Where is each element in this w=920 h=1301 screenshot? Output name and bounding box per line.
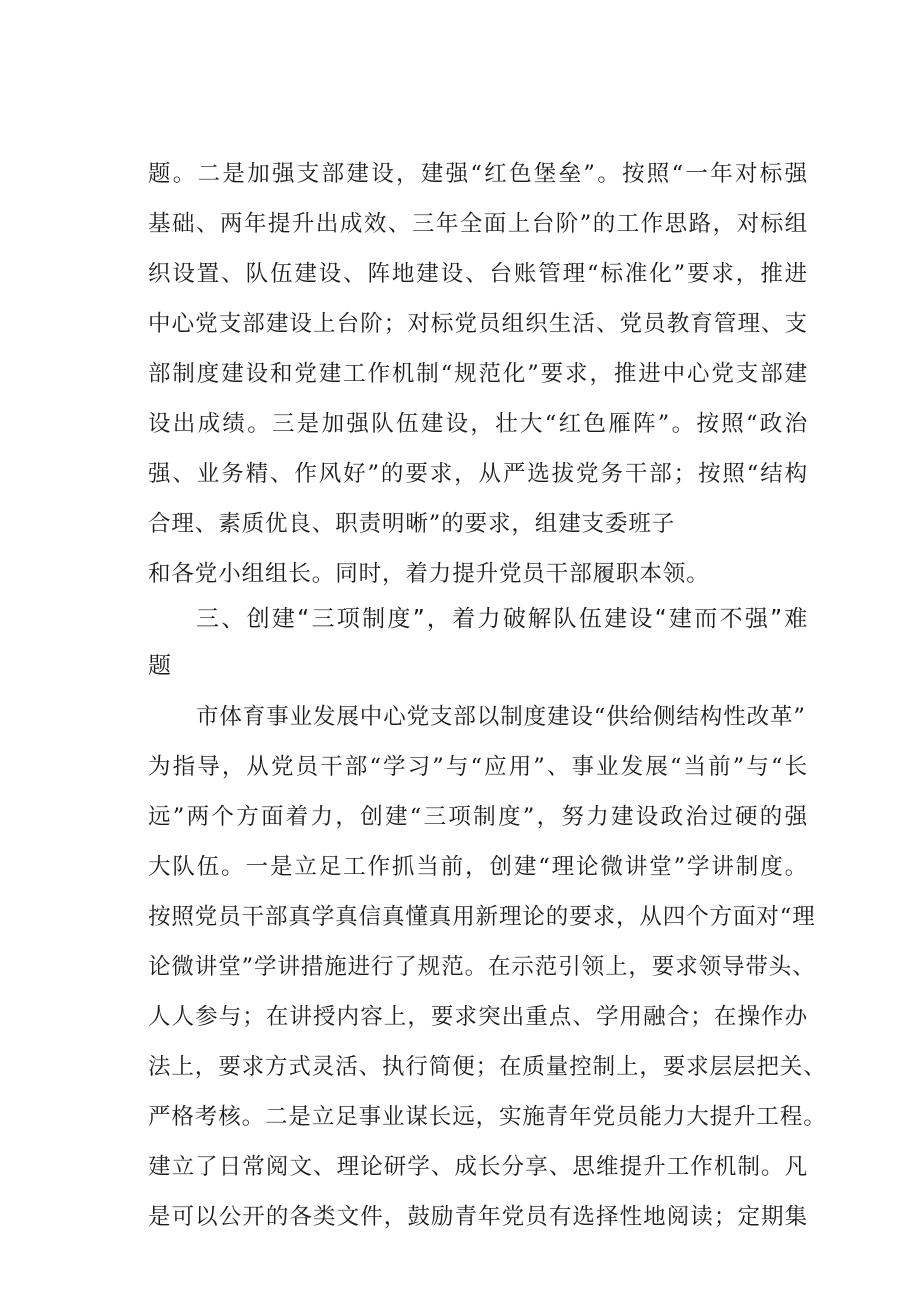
paragraph-2-line-7: 人人参与；在讲授内容上，要求突出重点、学用融合；在操作办 [148,1004,808,1030]
paragraph-2-line-5: 按照党员干部真学真信真懂真用新理论的要求，从四个方面对“理 [148,904,816,930]
paragraph-1-line-9: 和各党小组组长。同时，着力提升党员干部履职本领。 [148,561,710,587]
paragraph-2-line-6: 论微讲堂”学讲措施进行了规范。在示范引领上，要求领导带头、 [148,954,816,980]
paragraph-1-line-1: 题。二是加强支部建设，建强“红色堡垒”。按照“一年对标强 [148,161,808,187]
paragraph-1-line-3: 织设置、队伍建设、阵地建设、台账管理“标准化”要求，推进 [148,261,808,287]
paragraph-1-line-5: 部制度建设和党建工作机制“规范化”要求，推进中心党支部建 [148,361,808,387]
paragraph-2-line-9: 严格考核。二是立足事业谋长远，实施青年党员能力大提升工程。 [148,1104,827,1130]
section-heading-line-2: 题 [148,653,172,679]
paragraph-1-line-2: 基础、两年提升出成效、三年全面上台阶”的工作思路，对标组 [148,211,808,237]
paragraph-2-line-1: 市体育事业发展中心党支部以制度建设“供给侧结构性改革” [196,704,806,730]
paragraph-2-line-2: 为指导，从党员干部“学习”与“应用”、事业发展“当前”与“长 [148,754,808,780]
paragraph-2-line-3: 远”两个方面着力，创建“三项制度”，努力建设政治过硬的强 [148,804,808,830]
paragraph-2-line-8: 法上，要求方式灵活、执行简便；在质量控制上，要求层层把关、 [148,1054,827,1080]
paragraph-1-line-6: 设出成绩。三是加强队伍建设，壮大“红色雁阵”。按照“政治 [148,411,808,437]
paragraph-2-line-4: 大队伍。一是立足工作抓当前，创建“理论微讲堂”学讲制度。 [148,854,808,880]
paragraph-1-line-4: 中心党支部建设上台阶；对标党员组织生活、党员教育管理、支 [148,311,808,337]
paragraph-1-line-7: 强、业务精、作风好”的要求，从严选拔党务干部；按照“结构 [148,461,808,487]
paragraph-1-line-8: 合理、素质优良、职责明晰”的要求，组建支委班子 [148,511,676,537]
section-heading-line-1: 三、创建“三项制度”，着力破解队伍建设“建而不强”难 [196,606,808,632]
paragraph-2-line-10: 建立了日常阅文、理论研学、成长分享、思维提升工作机制。凡 [148,1154,808,1180]
paragraph-2-line-11: 是可以公开的各类文件，鼓励青年党员有选择性地阅读；定期集 [148,1204,808,1230]
